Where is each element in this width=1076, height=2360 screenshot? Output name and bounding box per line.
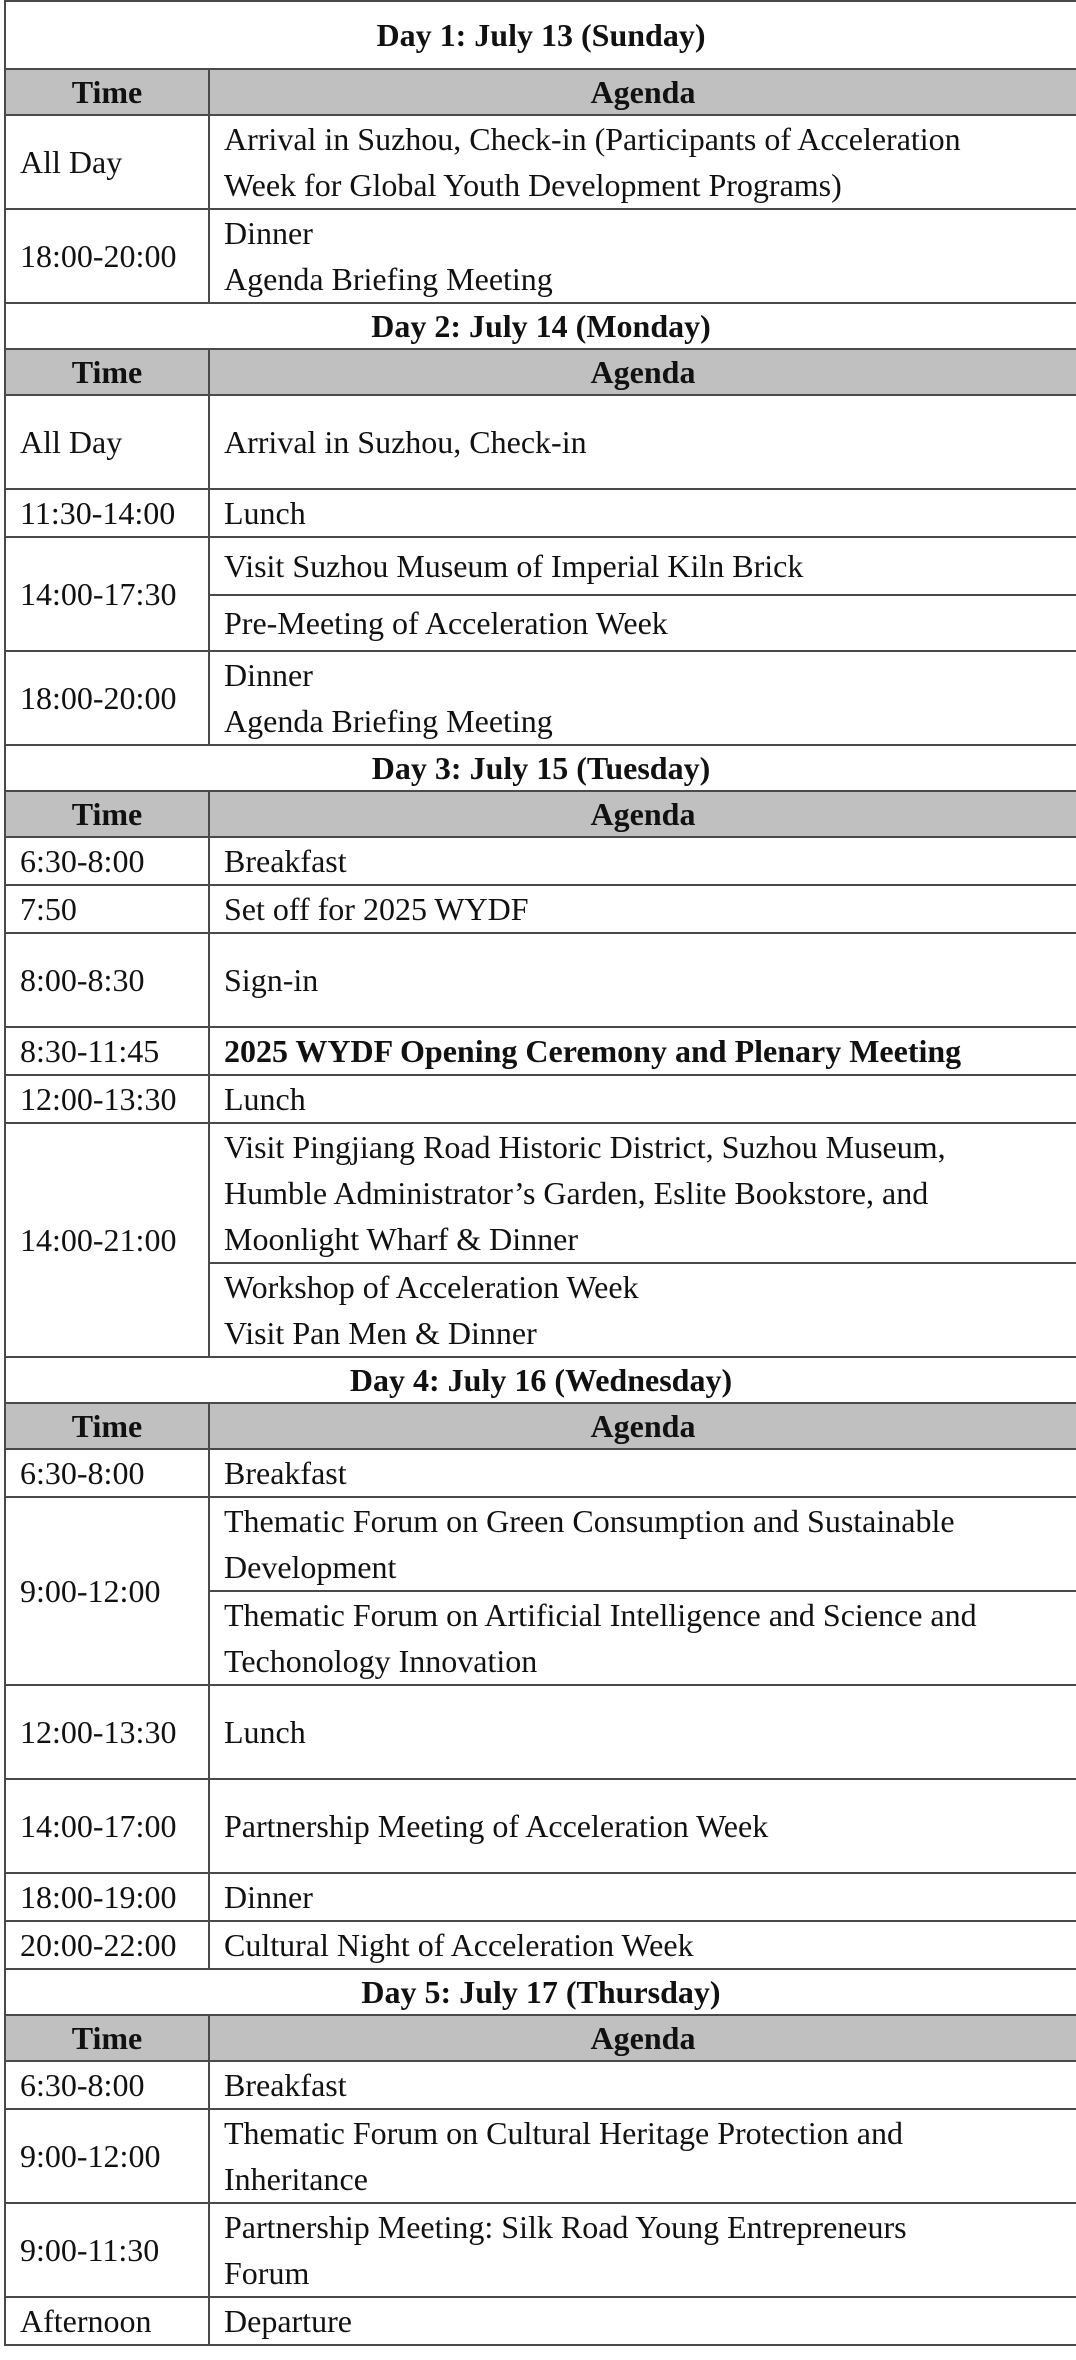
schedule-row [5, 2297, 1076, 2345]
schedule-row [5, 115, 1076, 209]
time-cell: 6:30-8:00 [5, 837, 209, 885]
agenda-cell: Visit Suzhou Museum of Imperial Kiln Brick [209, 537, 1076, 595]
time-column-header: Time [5, 349, 209, 395]
column-header-row [5, 1403, 1076, 1449]
time-column-header: Time [5, 69, 209, 115]
agenda-cell: Pre-Meeting of Acceleration Week [209, 595, 1076, 651]
agenda-line: Thematic Forum on Green Consumption and Sustainable [224, 1503, 955, 1539]
time-cell: 14:00-17:30 [5, 537, 209, 651]
time-cell: 6:30-8:00 [5, 2061, 209, 2109]
time-cell: 9:00-12:00 [5, 1497, 209, 1685]
column-header-row [5, 69, 1076, 115]
schedule-row [5, 1685, 1076, 1779]
day-title: Day 5: July 17 (Thursday) [5, 1969, 1076, 2015]
day-title-row [5, 1357, 1076, 1403]
agenda-cell [209, 2109, 1076, 2203]
agenda-line: Arrival in Suzhou, Check-in (Participants of Acceleration [224, 121, 961, 157]
agenda-cell [209, 1591, 1076, 1685]
agenda-cell [209, 2203, 1076, 2297]
agenda-column-header: Agenda [209, 791, 1076, 837]
day-title: Day 3: July 15 (Tuesday) [5, 745, 1076, 791]
agenda-line: Partnership Meeting: Silk Road Young Entrepreneurs [224, 2209, 907, 2245]
day-title: Day 4: July 16 (Wednesday) [5, 1357, 1076, 1403]
time-cell: 7:50 [5, 885, 209, 933]
column-header-row [5, 2015, 1076, 2061]
time-cell: 12:00-13:30 [5, 1075, 209, 1123]
agenda-line: Development [224, 1549, 397, 1585]
time-cell: 8:00-8:30 [5, 933, 209, 1027]
agenda-cell: Lunch [209, 1685, 1076, 1779]
time-column-header: Time [5, 1403, 209, 1449]
schedule-row [5, 651, 1076, 745]
day-title-row [5, 1969, 1076, 2015]
agenda-line: Thematic Forum on Cultural Heritage Protection and [224, 2115, 903, 2151]
column-header-row [5, 349, 1076, 395]
time-cell: 20:00-22:00 [5, 1921, 209, 1969]
agenda-line: Agenda Briefing Meeting [224, 261, 553, 297]
agenda-cell: Breakfast [209, 837, 1076, 885]
agenda-cell [209, 209, 1076, 303]
agenda-line: Humble Administrator’s Garden, Eslite Bookstore, and [224, 1175, 929, 1211]
agenda-cell: Partnership Meeting of Acceleration Week [209, 1779, 1076, 1873]
schedule-row [5, 395, 1076, 489]
schedule-row [5, 1449, 1076, 1497]
schedule-row [5, 933, 1076, 1027]
time-cell: 11:30-14:00 [5, 489, 209, 537]
agenda-line: Visit Pan Men & Dinner [224, 1315, 537, 1351]
time-cell: All Day [5, 115, 209, 209]
time-cell: 14:00-17:00 [5, 1779, 209, 1873]
agenda-column-header: Agenda [209, 349, 1076, 395]
schedule-row [5, 489, 1076, 537]
time-cell: Afternoon [5, 2297, 209, 2345]
agenda-line: Dinner [224, 215, 313, 251]
schedule-row [5, 1873, 1076, 1921]
agenda-line: Dinner [224, 657, 313, 693]
schedule-row [5, 1497, 1076, 1591]
day-title: Day 1: July 13 (Sunday) [5, 1, 1076, 69]
agenda-cell: Lunch [209, 489, 1076, 537]
agenda-line: Week for Global Youth Development Programs) [224, 167, 842, 203]
time-cell: 14:00-21:00 [5, 1123, 209, 1357]
schedule-row [5, 537, 1076, 595]
agenda-line: Techonology Innovation [224, 1643, 538, 1679]
schedule-row [5, 885, 1076, 933]
agenda-cell: Set off for 2025 WYDF [209, 885, 1076, 933]
agenda-line: Thematic Forum on Artificial Intelligence and Science and [224, 1597, 977, 1633]
agenda-cell [209, 115, 1076, 209]
schedule-row [5, 1075, 1076, 1123]
time-cell: 6:30-8:00 [5, 1449, 209, 1497]
agenda-cell: Sign-in [209, 933, 1076, 1027]
agenda-cell [209, 1123, 1076, 1263]
schedule-row [5, 2061, 1076, 2109]
agenda-column-header: Agenda [209, 2015, 1076, 2061]
agenda-cell: Departure [209, 2297, 1076, 2345]
agenda-line: Moonlight Wharf & Dinner [224, 1221, 579, 1257]
agenda-cell: 2025 WYDF Opening Ceremony and Plenary Meeting [209, 1027, 1076, 1075]
agenda-line: Workshop of Acceleration Week [224, 1269, 639, 1305]
agenda-column-header: Agenda [209, 1403, 1076, 1449]
schedule-row [5, 209, 1076, 303]
schedule-row [5, 837, 1076, 885]
day-title-row [5, 1, 1076, 69]
agenda-cell [209, 1497, 1076, 1591]
time-cell: 18:00-20:00 [5, 209, 209, 303]
time-cell: 8:30-11:45 [5, 1027, 209, 1075]
schedule-row [5, 1921, 1076, 1969]
time-cell: 9:00-12:00 [5, 2109, 209, 2203]
time-column-header: Time [5, 2015, 209, 2061]
agenda-line: Agenda Briefing Meeting [224, 703, 553, 739]
agenda-line: Visit Pingjiang Road Historic District, Suzhou Museum, [224, 1129, 946, 1165]
column-header-row [5, 791, 1076, 837]
agenda-column-header: Agenda [209, 69, 1076, 115]
day-title-row [5, 303, 1076, 349]
day-title-row [5, 745, 1076, 791]
agenda-cell: Arrival in Suzhou, Check-in [209, 395, 1076, 489]
agenda-cell [209, 1263, 1076, 1357]
time-cell: All Day [5, 395, 209, 489]
agenda-line: Inheritance [224, 2161, 368, 2197]
agenda-cell: Breakfast [209, 1449, 1076, 1497]
agenda-cell: Breakfast [209, 2061, 1076, 2109]
agenda-cell: Cultural Night of Acceleration Week [209, 1921, 1076, 1969]
agenda-table [4, 0, 1076, 2346]
day-title: Day 2: July 14 (Monday) [5, 303, 1076, 349]
agenda-cell: Lunch [209, 1075, 1076, 1123]
schedule-row [5, 2203, 1076, 2297]
time-cell: 9:00-11:30 [5, 2203, 209, 2297]
agenda-cell: Dinner [209, 1873, 1076, 1921]
schedule-row [5, 1027, 1076, 1075]
agenda-line: Forum [224, 2255, 310, 2291]
schedule-row [5, 1779, 1076, 1873]
time-cell: 18:00-20:00 [5, 651, 209, 745]
time-cell: 12:00-13:30 [5, 1685, 209, 1779]
schedule-row [5, 1123, 1076, 1263]
time-cell: 18:00-19:00 [5, 1873, 209, 1921]
agenda-cell [209, 651, 1076, 745]
schedule-row [5, 2109, 1076, 2203]
time-column-header: Time [5, 791, 209, 837]
